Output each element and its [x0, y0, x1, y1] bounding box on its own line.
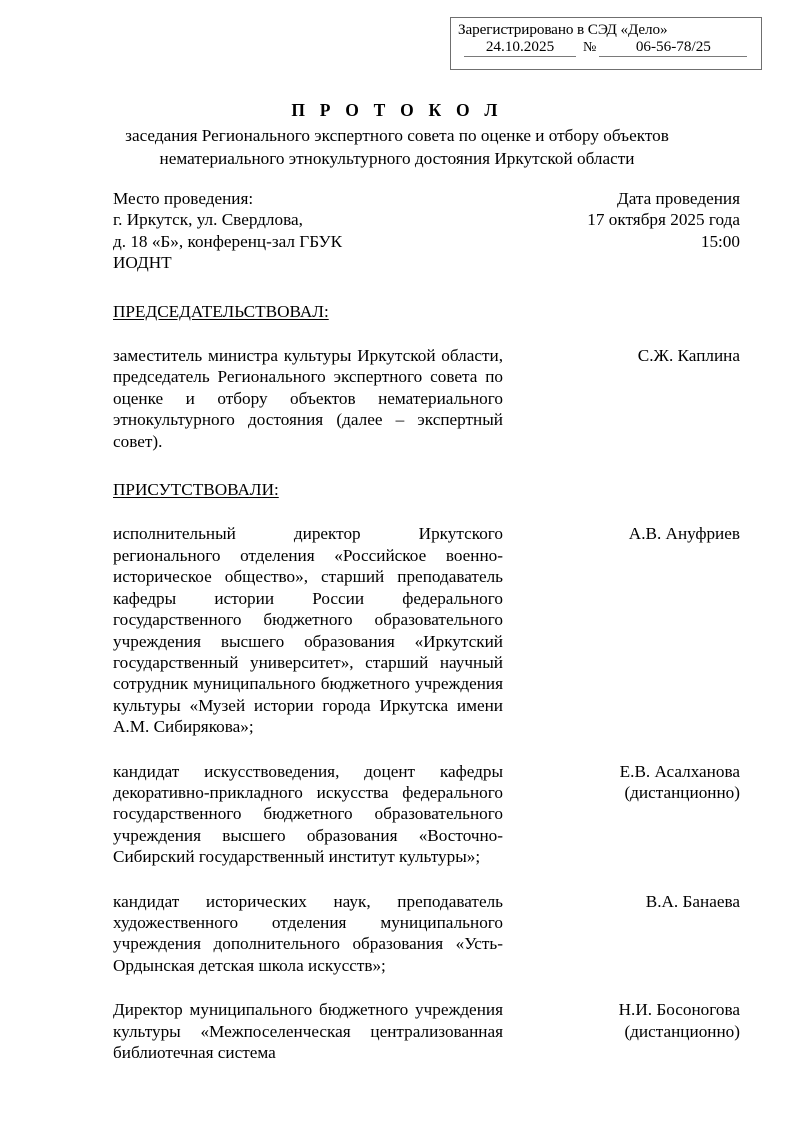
attendee-name: В.А. Банаева	[645, 891, 740, 911]
attendee-row	[113, 523, 740, 737]
attendee-name-block	[530, 761, 740, 804]
chair-heading: ПРЕДСЕДАТЕЛЬСТВОВАЛ:	[113, 301, 329, 321]
attendee-row	[113, 891, 740, 977]
spacer	[113, 274, 740, 301]
attendee-note: (дистанционно)	[624, 1021, 740, 1041]
chair-name: С.Ж. Каплина	[637, 346, 740, 366]
spacer	[113, 452, 740, 479]
venue-block	[113, 188, 503, 274]
attendee-name-block	[530, 891, 740, 912]
registration-stamp-fields	[458, 38, 754, 57]
spacer	[113, 976, 740, 999]
spacer	[113, 500, 740, 523]
attendee-name-block	[530, 999, 740, 1042]
time-value: 15:00	[700, 231, 740, 251]
chair-entry-row	[113, 345, 740, 452]
chair-description: заместитель министра культуры Иркутской области, председатель Регионального экспертного совета по оценке и отбору объектов нематериального этнокультурного достояния (далее – экспертный совет).	[113, 346, 503, 451]
registration-stamp	[450, 17, 762, 70]
page-title: П Р О Т О К О Л	[291, 100, 503, 120]
attendees-heading: ПРИСУТСТВОВАЛИ:	[113, 480, 279, 500]
chair-name-block	[530, 345, 740, 366]
attendee-description: кандидат искусствоведения, доцент кафедры декоративно-прикладного искусства федерального государственного бюджетного образовательного учреждения высшего образования «Восточно-Сибирский государственный институт культуры»;	[113, 761, 503, 867]
document-subtitle-line-2: нематериального этнокультурного достояния Иркутской области	[159, 149, 635, 168]
attendee-name-block	[530, 523, 740, 544]
attendee-name: Е.В. Асалханова	[619, 761, 740, 781]
venue-address-line-1: г. Иркутск, ул. Свердлова,	[113, 210, 303, 230]
document-title-block	[97, 99, 697, 170]
attendee-description: исполнительный директор Иркутского регионального отделения «Российское военно-историческое общество», старший преподаватель кафедры истории России федерального государственного бюджетного образовательного учреждения высшего образования «Иркутский государственный университет», старший научный сотрудник муниципального бюджетного учреждения культуры «Музей истории города Иркутска имени А.М. Сибирякова»;	[113, 524, 503, 737]
document-subtitle-line-1: заседания Регионального экспертного совета по оценке и отбору объектов	[125, 126, 669, 145]
attendee-name: А.В. Ануфриев	[628, 524, 740, 544]
document-body	[113, 188, 740, 1063]
registration-date: 24.10.2025	[464, 38, 576, 57]
venue-address-line-3: ИОДНТ	[113, 253, 172, 273]
attendees-heading-row	[113, 479, 740, 500]
venue-label: Место проведения:	[113, 189, 254, 208]
date-label: Дата проведения	[616, 189, 740, 208]
attendee-description: кандидат исторических наук, преподаватель художественного отделения муниципального учреждения дополнительного образования «Усть-Ордынская детская школа искусств»;	[113, 891, 503, 975]
attendee-row	[113, 761, 740, 868]
registration-number: 06-56-78/25	[599, 38, 747, 57]
attendee-name: Н.И. Босоногова	[618, 1000, 740, 1020]
registration-number-label: №	[583, 40, 597, 55]
venue-date-row	[113, 188, 740, 274]
chair-heading-row	[113, 301, 740, 322]
date-value: 17 октября 2025 года	[587, 210, 740, 230]
date-block	[530, 188, 740, 252]
venue-address-line-2: д. 18 «Б», конференц-зал ГБУК	[113, 231, 343, 251]
spacer	[113, 322, 740, 345]
attendee-note: (дистанционно)	[624, 782, 740, 802]
attendee-description: Директор муниципального бюджетного учреждения культуры «Межпоселенческая централизованная библиотечная система	[113, 1000, 503, 1062]
attendee-row	[113, 999, 740, 1063]
registration-stamp-title: Зарегистрировано в СЭД «Дело»	[458, 21, 668, 38]
spacer	[113, 868, 740, 891]
spacer	[113, 738, 740, 761]
